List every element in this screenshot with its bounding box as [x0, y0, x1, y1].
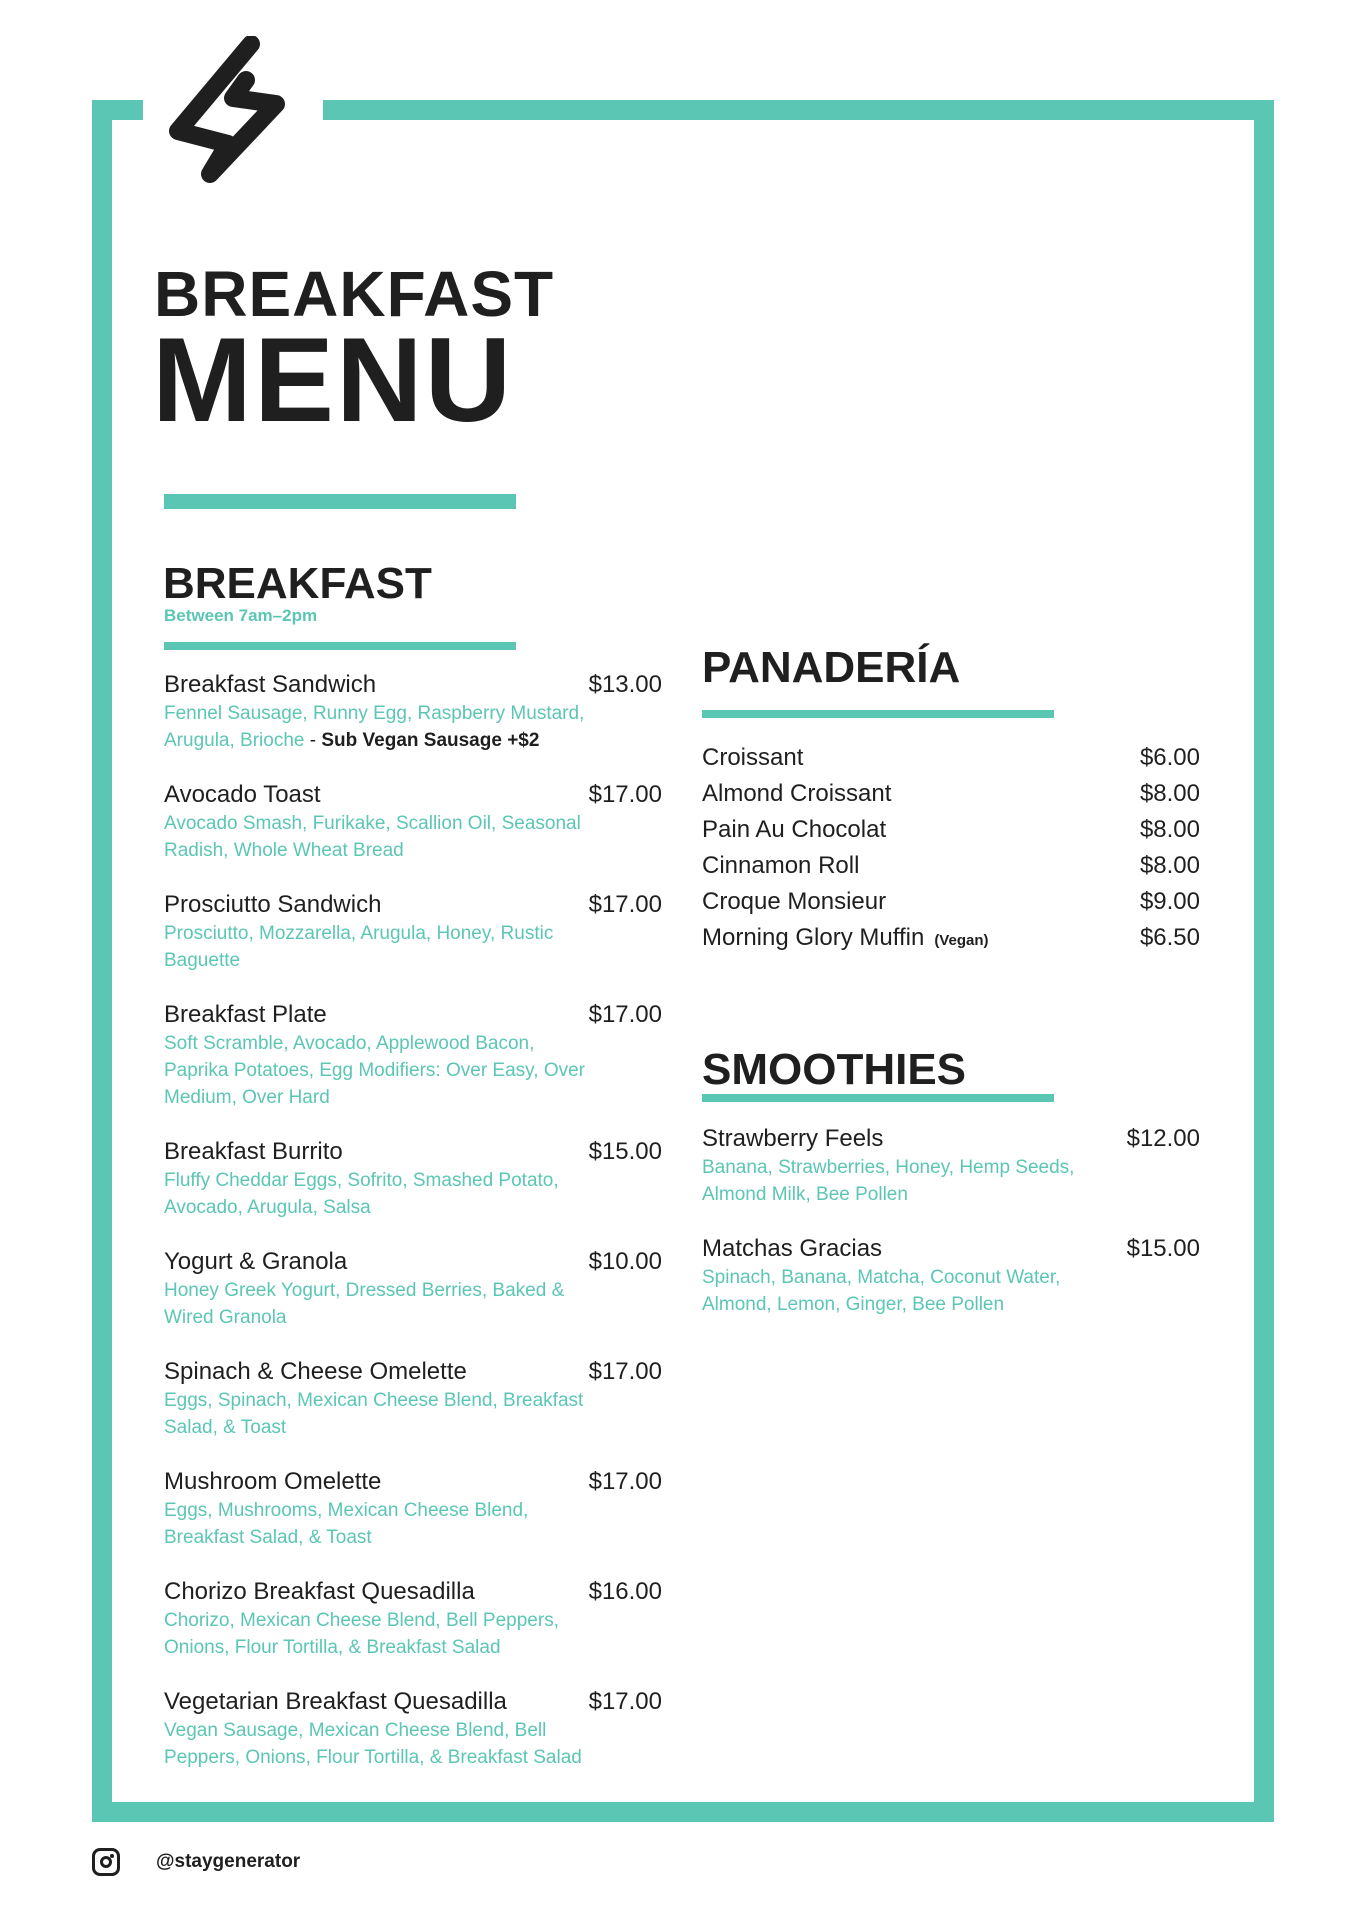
item-name: Spinach & Cheese Omelette — [164, 1358, 467, 1385]
item-name: Mushroom Omelette — [164, 1468, 382, 1495]
menu-item — [164, 1000, 662, 1111]
menu-item — [164, 670, 662, 754]
menu-item — [164, 1137, 662, 1221]
menu-item — [702, 1234, 1200, 1318]
item-name: Pain Au Chocolat — [702, 816, 887, 843]
item-name: Avocado Toast — [164, 781, 321, 808]
item-price: $10.00 — [588, 1248, 662, 1275]
item-description: Honey Greek Yogurt, Dressed Berries, Baked & Wired Granola — [164, 1280, 565, 1328]
vegan-tag: (Vegan) — [934, 932, 989, 949]
item-name: Yogurt & Granola — [164, 1248, 348, 1275]
list-item — [702, 920, 1200, 959]
breakfast-divider — [164, 642, 516, 650]
item-description: Fluffy Cheddar Eggs, Sofrito, Smashed Potato, Avocado, Arugula, Salsa — [164, 1170, 559, 1218]
item-description: Soft Scramble, Avocado, Applewood Bacon, Paprika Potatoes, Egg Modifiers: Over Easy, Over Medium, Over Hard — [164, 1033, 585, 1108]
smoothies-divider — [702, 1094, 1054, 1102]
item-price: $17.00 — [588, 1688, 662, 1715]
item-price: $17.00 — [588, 781, 662, 808]
item-price: $8.00 — [1139, 816, 1200, 843]
item-price: $15.00 — [1126, 1235, 1200, 1262]
item-description: Fennel Sausage, Runny Egg, Raspberry Mustard, Arugula, Brioche — [164, 703, 585, 751]
menu-item — [164, 890, 662, 974]
breakfast-hours: Between 7am–2pm — [164, 606, 318, 625]
menu-item — [164, 1357, 662, 1441]
item-description: Eggs, Mushrooms, Mexican Cheese Blend, Breakfast Salad, & Toast — [164, 1500, 529, 1548]
item-price: $9.00 — [1139, 888, 1200, 915]
smoothies-section-title: SMOOTHIES — [702, 1045, 967, 1094]
menu-item — [164, 780, 662, 864]
item-price: $17.00 — [588, 891, 662, 918]
item-price: $6.50 — [1139, 924, 1200, 951]
list-item — [702, 884, 1200, 920]
item-price: $17.00 — [588, 1468, 662, 1495]
menu-item — [164, 1577, 662, 1661]
panaderia-divider — [702, 710, 1054, 718]
menu-item — [164, 1467, 662, 1551]
instagram-handle[interactable]: @staygenerator — [156, 1851, 301, 1872]
menu-item — [164, 1687, 662, 1771]
item-price: $6.00 — [1139, 744, 1200, 771]
menu-item — [702, 1124, 1200, 1208]
item-name: Chorizo Breakfast Quesadilla — [164, 1578, 475, 1605]
item-price: $13.00 — [588, 671, 662, 698]
item-description: Banana, Strawberries, Honey, Hemp Seeds, Almond Milk, Bee Pollen — [702, 1157, 1075, 1205]
item-name: Cinnamon Roll — [702, 852, 860, 879]
item-name: Vegetarian Breakfast Quesadilla — [164, 1688, 507, 1715]
title-divider — [164, 494, 516, 509]
item-name: Morning Glory Muffin — [702, 924, 925, 951]
list-item — [702, 776, 1200, 812]
panaderia-list — [702, 740, 1200, 959]
breakfast-section-title: BREAKFAST — [163, 559, 432, 608]
item-extra-separator: - — [304, 730, 322, 751]
title-menu: MENU — [152, 313, 514, 447]
list-item — [702, 740, 1200, 776]
list-item — [702, 848, 1200, 884]
footer — [92, 1848, 300, 1876]
item-name: Breakfast Burrito — [164, 1138, 343, 1165]
item-price: $8.00 — [1139, 852, 1200, 879]
item-name: Breakfast Sandwich — [164, 671, 377, 698]
item-description: Eggs, Spinach, Mexican Cheese Blend, Breakfast Salad, & Toast — [164, 1390, 584, 1438]
item-description: Spinach, Banana, Matcha, Coconut Water, Almond, Lemon, Ginger, Bee Pollen — [702, 1267, 1061, 1315]
lightning-bolt-logo — [158, 36, 298, 186]
item-description: Avocado Smash, Furikake, Scallion Oil, Seasonal Radish, Whole Wheat Bread — [164, 813, 581, 861]
item-description: Vegan Sausage, Mexican Cheese Blend, Bell Peppers, Onions, Flour Tortilla, & Breakfast Salad — [164, 1720, 582, 1768]
item-name: Croissant — [702, 744, 804, 771]
item-price: $8.00 — [1139, 780, 1200, 807]
item-price: $15.00 — [588, 1138, 662, 1165]
item-description: Chorizo, Mexican Cheese Blend, Bell Peppers, Onions, Flour Tortilla, & Breakfast Salad — [164, 1610, 559, 1658]
item-name: Strawberry Feels — [702, 1125, 884, 1152]
item-price: $12.00 — [1126, 1125, 1200, 1152]
item-name: Prosciutto Sandwich — [164, 891, 382, 918]
item-name: Breakfast Plate — [164, 1001, 327, 1028]
instagram-icon[interactable] — [92, 1848, 120, 1876]
item-name: Croque Monsieur — [702, 888, 887, 915]
item-description: Prosciutto, Mozzarella, Arugula, Honey, Rustic Baguette — [164, 923, 554, 971]
item-price: $16.00 — [588, 1578, 662, 1605]
panaderia-section-title: PANADERÍA — [702, 643, 961, 692]
item-price: $17.00 — [588, 1001, 662, 1028]
menu-item — [164, 1247, 662, 1331]
item-name: Matchas Gracias — [702, 1235, 883, 1262]
title-breakfast: BREAKFAST — [154, 258, 555, 330]
item-extra: Sub Vegan Sausage +$2 — [321, 730, 540, 751]
item-name: Almond Croissant — [702, 780, 892, 807]
item-price: $17.00 — [588, 1358, 662, 1385]
list-item — [702, 812, 1200, 848]
